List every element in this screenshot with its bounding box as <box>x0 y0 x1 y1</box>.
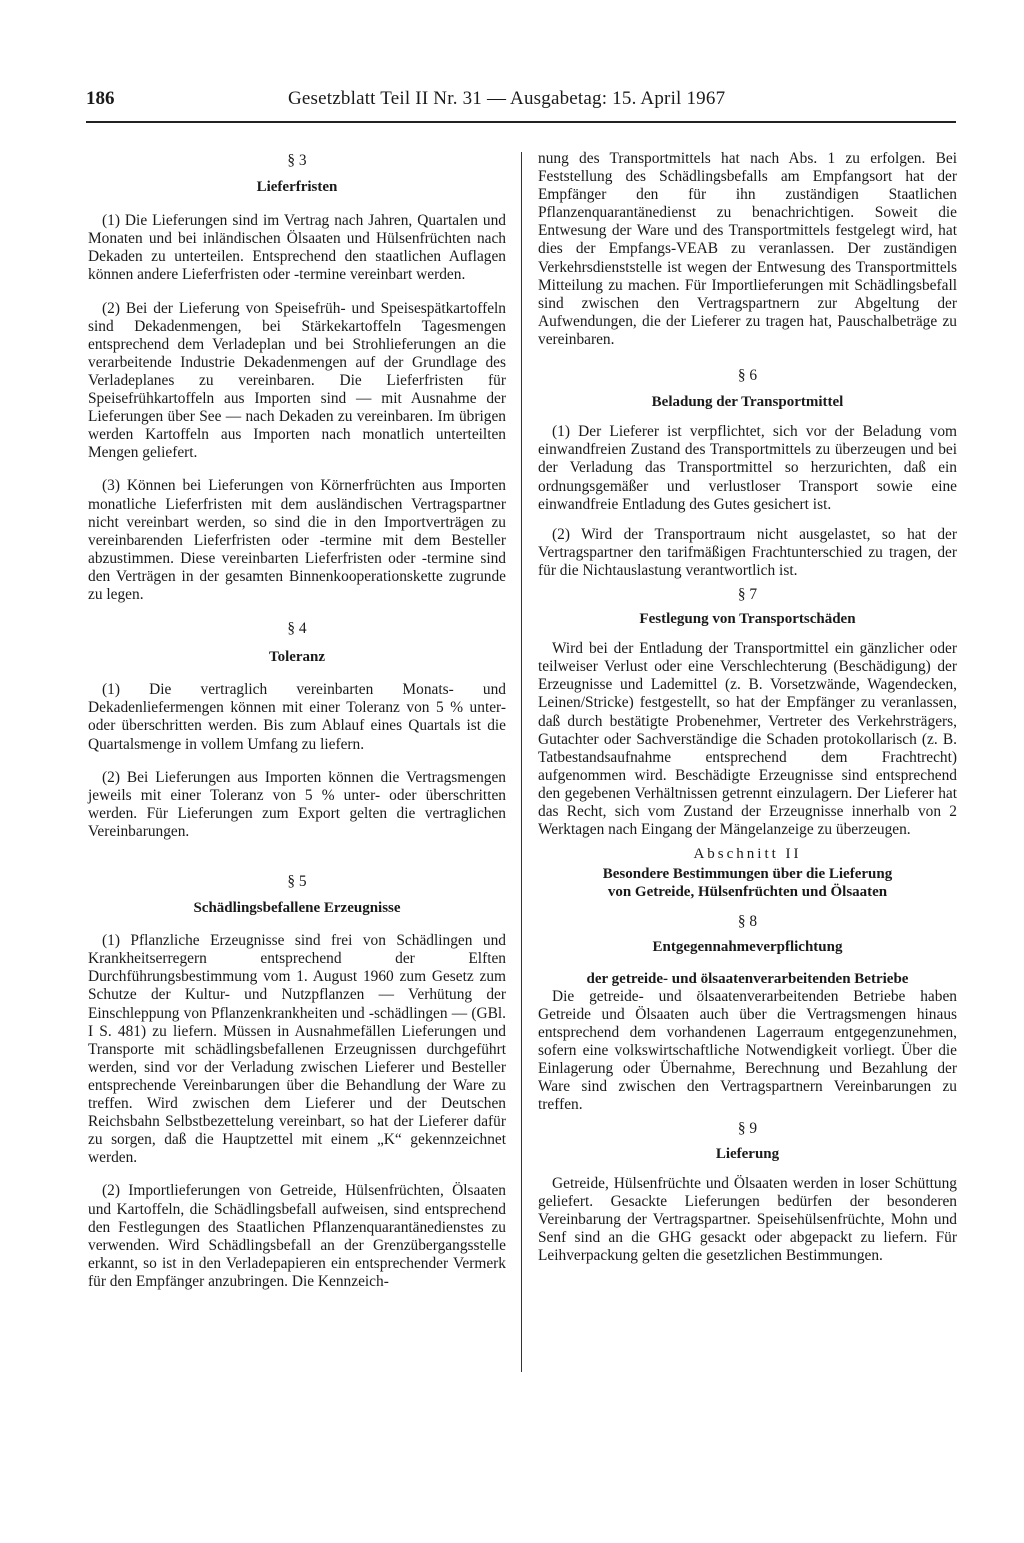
section-3-number: § 3 <box>287 152 307 169</box>
section-5-para-1: (1) Pflanzliche Erzeugnisse sind frei von Schädlingen und Krankheitserregern entsprechend der Elften Durchführungsbestimmung vom 1. August 1960 zum Gesetz zum Schutze der Kultur- und Nutzpflanzen — Verhütung der Einschleppung von Pflanzenkrankheiten und -schädlingen — (GBl. I S. 481) zu liefern. Müssen in Ausnahmefällen Lieferungen und Transporte mit schädlingsbefallenen Erzeugnissen durchgeführt werden, sind vor der Verladung zwischen Lieferer und Besteller entsprechende Vereinbarungen über die Behandlung der Ware zu treffen. Wird zwischen dem Lieferer und der Deutschen Reichsbahn Selbstbezettelung vereinbart, so hat der Lieferer dafür zu sorgen, daß die Hauptzettel mit einem „K“ gekennzeichnet werden. <box>88 932 506 1167</box>
section-5-title: Schädlingsbefallene Erzeugnisse <box>193 900 401 917</box>
page-number: 186 <box>86 88 115 109</box>
left-column <box>88 150 506 1291</box>
section-8-subtitle: der getreide- und ölsaatenverarbeitenden Betriebe <box>586 970 909 987</box>
right-column <box>538 150 957 1265</box>
section-3-title: Lieferfristen <box>256 179 338 196</box>
section-6-title: Beladung der Transportmittel <box>651 394 844 411</box>
header-rule <box>86 121 956 123</box>
section-6-number: § 6 <box>737 367 758 385</box>
section-6-para-2: (2) Wird der Transportraum nicht ausgelastet, so hat der Vertragspartner den tarifmäßigen Frachtunterschied zu tragen, der für die Nichtauslastung verantwortlich ist. <box>538 525 957 579</box>
section-9-number: § 9 <box>737 1120 758 1138</box>
abschnitt-title-line-1: Besondere Bestimmungen über die Lieferung <box>602 866 893 883</box>
section-4-para-1: (1) Die vertraglich vereinbarten Monats- und Dekadenliefermengen können mit einer Toleranz von 5 % unter- oder überschritten werden. Bis zum Ablauf eines Quartals ist die Quartalsmenge in vollem Umfang zu liefern. <box>88 681 506 753</box>
section-7-title: Festlegung von Transportschäden <box>639 611 856 628</box>
section-8-para-1: Die getreide- und ölsaatenverarbeitenden Betriebe haben Getreide und Ölsaaten auch über die Vertragsmengen hinaus entsprechend dem vorhandenen Lagerraum entgegenzunehmen, sofern eine volkswirtschaftliche Notwendigkeit vorliegt. Über die Einlagerung oder Übernahme, Berechnung und Bezahlung der Ware sind zwischen den Vertragspartnern Vereinbarungen zu treffen. <box>538 987 957 1114</box>
section-5-para-2: (2) Importlieferungen von Getreide, Hülsenfrüchten, Ölsaaten und Kartoffeln, die Schädlingsbefall aufweisen, sind entsprechend den Festlegungen des Staatlichen Pflanzenquarantänedienstes zu verwenden. Wird Schädlingsbefall an der Grenzübergangsstelle erkannt, so ist in den Verladepapieren ein entsprechender Vermerk für den Empfänger anzubringen. Die Kennzeich- <box>88 1182 506 1290</box>
section-3-para-2: (2) Bei der Lieferung von Speisefrüh- und Speisespätkartoffeln sind Dekadenmengen, bei Stärkekartoffeln Tagesmengen entsprechend dem Verladeplan und bei Strohlieferungen an die verarbeitende Industrie Dekadenmengen auf der Grundlage des Verladeplanes zu vereinbaren. Die Lieferfristen für Speisefrühkartoffeln aus Importen sind — mit Ausnahme der Lieferungen über See — nach Dekaden zu vereinbaren. Im übrigen werden Kartoffeln aus Importen nach monatlich unterteilten Mengen geliefert. <box>88 299 506 462</box>
section-4-para-2: (2) Bei Lieferungen aus Importen können die Vertragsmengen jeweils mit einer Toleranz von 5 % unter- oder überschritten werden. Für Lieferungen zum Export gelten die vertraglichen Vereinbarungen. <box>88 768 506 840</box>
page-header <box>86 88 956 116</box>
section-7-number: § 7 <box>737 585 758 603</box>
running-head: Gesetzblatt Teil II Nr. 31 — Ausgabetag: 15. April 1967 <box>288 88 726 109</box>
section-9-title: Lieferung <box>715 1145 780 1162</box>
section-6-para-1: (1) Der Lieferer ist verpflichtet, sich vor der Beladung vom einwandfreien Zustand des Transportmittels zu überzeugen und bei der Verladung das Transportmittel so herzurichten, daß ein ordnungsgemäßer und verlustloser Transport sowie eine einwandfreie Entladung des Gutes gesichert ist. <box>538 423 957 513</box>
section-8-title: Entgegennahmeverpflichtung <box>652 938 843 955</box>
section-9-para-1: Getreide, Hülsenfrüchte und Ölsaaten werden in loser Schüttung geliefert. Gesackte Lieferungen bedürfen der besonderen Vereinbarung der Vertragspartner. Speisehülsenfrüchte, Mohn und Senf sind an die GHG gesackt oder abgepackt zu liefern. Für Leihverpackung gelten die gesetzlichen Bestimmungen. <box>538 1174 957 1264</box>
section-3-para-1: (1) Die Lieferungen sind im Vertrag nach Jahren, Quartalen und Monaten und bei inländischen Ölsaaten und Hülsenfrüchten nach Dekaden zu unterteilen. Entsprechend den staatlichen Auflagen können andere Lieferfristen oder -termine vereinbart werden. <box>88 212 506 284</box>
column-divider <box>521 152 522 1372</box>
abschnitt-label: Abschnitt II <box>693 846 802 863</box>
section-5-continuation: nung des Transportmittels hat nach Abs. 1 zu erfolgen. Bei Feststellung des Schädlingsbefalls am Empfangsort hat der Empfänger den für ihn zuständigen Staatlichen Pflanzenquarantänedienst zu benachrichtigen. Soweit die Entwesung der Ware und des Transportmittels festgelegt wird, hat dies der Empfangs-VEAB zu veranlassen. Der zuständigen Verkehrsdienststelle ist wegen der Entwesung des Transportmittels Mitteilung zu machen. Für Importlieferungen mit Schädlingsbefall sind zwischen den Vertragspartnern zur Abgeltung der Aufwendungen, die der Lieferer zu tragen hat, Pauschalbeträge zu vereinbaren. <box>538 150 957 348</box>
section-3-para-3: (3) Können bei Lieferungen von Körnerfrüchten aus Importen monatliche Lieferfristen mit dem ausländischen Vertragspartner nicht vereinbart werden, so sind die in den Importverträgen zu vereinbarenden Lieferfristen oder -termine mit dem Besteller abzustimmen. Diese vereinbarten Lieferfristen oder -termine sind den Verträgen in der gesamten Binnenkooperationskette zugrunde zu legen. <box>88 477 506 603</box>
section-7-para-1: Wird bei der Entladung der Transportmittel ein gänzlicher oder teilweiser Verlust oder eine Verschlechterung (Beschädigung) der Erzeugnisse und Lademittel (z. B. Vorsetzwände, Wagendecken, Leinen/Stricke) festgestellt, so hat der Empfänger zu veranlassen, daß durch bestätigte Probenehmer, Vertreter des Verkehrsträgers, Gutachter oder Sachverständige die Schaden protokollarisch (z. B. Tatbestandsaufnahme entsprechend dem Frachtrecht) aufgenommen wird. Beschädigte Erzeugnisse sind entsprechend den gegebenen Verhältnissen getrennt einzulagern. Der Lieferer hat das Recht, sich vom Zustand der Erzeugnisse innerhalb von 2 Werktagen nach Eingang der Mängelanzeige zu überzeugen. <box>538 640 957 839</box>
section-4-title: Toleranz <box>268 649 326 666</box>
abschnitt-title-line-2: von Getreide, Hülsenfrüchten und Ölsaaten <box>607 884 888 901</box>
section-5-number: § 5 <box>287 873 307 890</box>
section-4-number: § 4 <box>287 620 307 638</box>
section-8-number: § 8 <box>737 913 758 931</box>
